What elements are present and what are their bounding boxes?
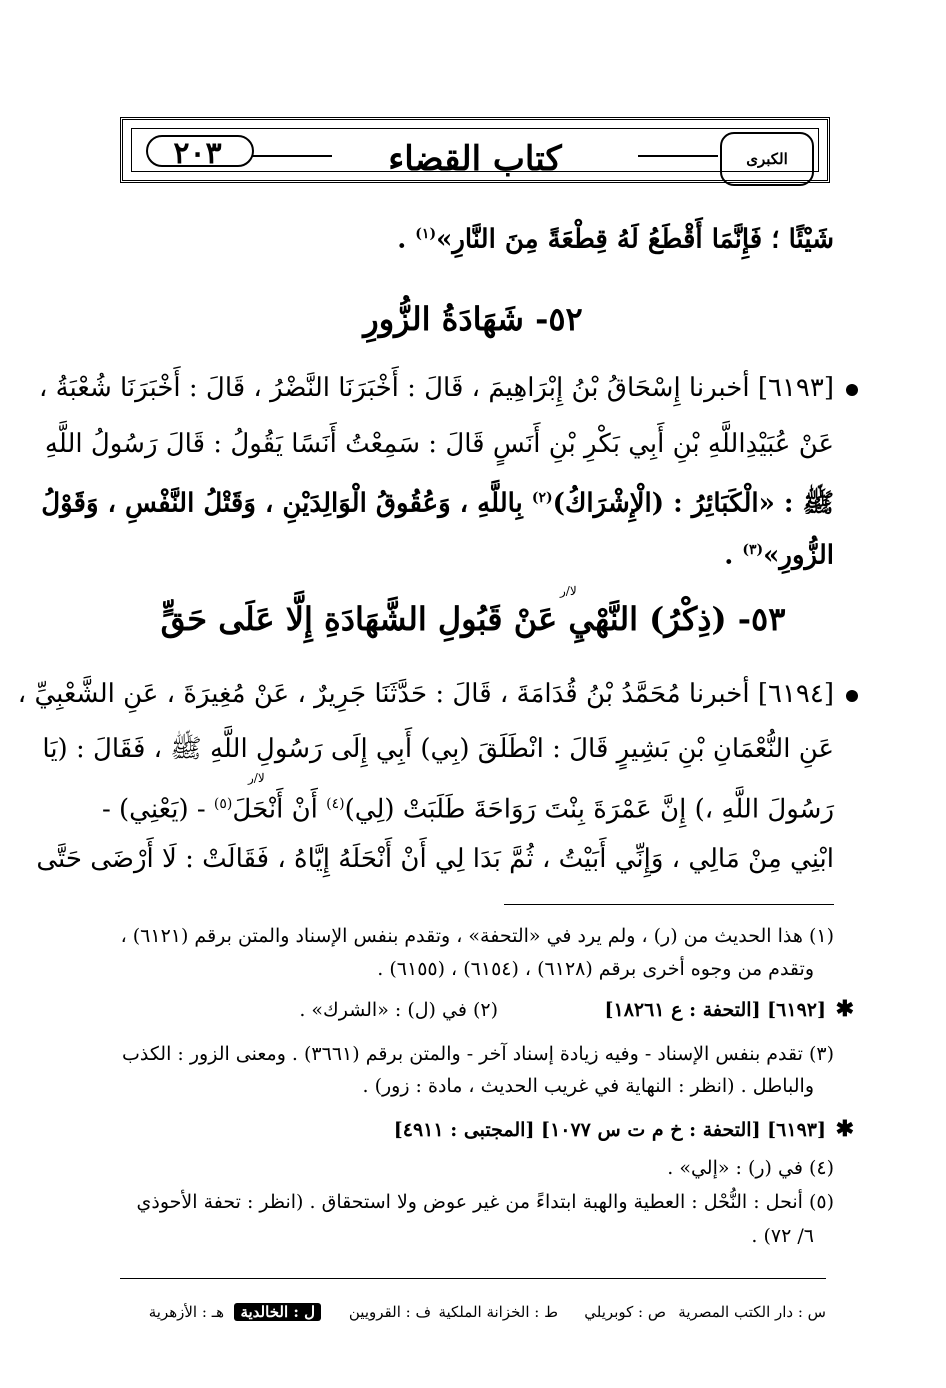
text-span: . xyxy=(397,224,416,255)
text-span: شَيْئًا ؛ فَإِنَّمَا أَقْطَعُ لَهُ قِطْعَةً مِنَ النَّارِ» xyxy=(436,224,834,255)
text-line: [٦١٩٤] أخبرنا مُحَمَّدُ بْنُ قُدَامَةَ ، قَالَ : حَدَّثَنَا جَرِيرٌ ، عَنْ مُغِيرَةَ ، عَنِ الشَّعْبِيِّ ، xyxy=(17,679,834,709)
footnote-ref: (٣) xyxy=(742,542,764,558)
text-line: عَنِ النُّعْمَانِ بْنِ بَشِيرٍ قَالَ : انْطَلَقَ (بِي) أَبِي إِلَى رَسُولِ اللَّهِ ﷺ ، فَقَالَ : (يَا xyxy=(42,734,834,764)
footnote: وتقدم من وجوه أخرى برقم (٦١٢٨) ، (٦١٥٤) ، (٦١٥٥) . xyxy=(377,958,814,980)
text-line: عَنْ عُبَيْدِاللَّهِ بْنِ أَبِي بَكْرِ بْنِ أَنَسٍ قَالَ : سَمِعْتُ أَنَسًا يَقُولُ : قَالَ رَسُولُ اللَّهِ xyxy=(44,429,834,459)
citation-line: [٦١٩٣] [التحفة : خ م ت س ١٠٧٧] [المجتبى : ٤٩١١] xyxy=(393,1119,826,1141)
header-frame xyxy=(131,128,819,179)
legend-separator xyxy=(120,1278,826,1279)
manuscript-mark: لا/ر xyxy=(248,771,265,785)
text-span: الزُّورِ» xyxy=(763,540,834,571)
star-icon: ✱ xyxy=(835,996,854,1022)
star-icon: ✱ xyxy=(835,1116,854,1142)
text-line xyxy=(112,214,834,260)
footnote: والباطل . (انظر : النهاية في غريب الحديث ، مادة : زور) . xyxy=(362,1075,814,1097)
footnote: (٢) في (ل) : «الشرك» . xyxy=(299,999,498,1021)
text-span: بِاللَّهِ ، وَعُقُوقُ الْوَالِدَيْنِ ، وَقَتْلُ النَّفْسِ ، وَقَوْلُ xyxy=(41,488,532,519)
footnote-ref: (٤) xyxy=(326,796,345,812)
legend-item: ف : القرويين xyxy=(348,1303,431,1321)
bullet-icon xyxy=(846,384,858,396)
text-span: رَسُولَ اللَّهِ ،) إِنَّ عَمْرَةَ بِنْتَ رَوَاحَةَ طَلَبَتْ (لِي) xyxy=(344,794,834,825)
section-heading: ٥٣- (ذِكْرُ) النَّهْيِ عَنْ قَبُولِ الشَّهَادَةِ إِلَّا عَلَى حَقٍّ xyxy=(160,600,786,638)
footnote: (٥) أنحل : النُّحْل : العطية والهبة ابتداءً من غير عوض ولا استحقاق . (انظر : تحفة الأحوذي xyxy=(136,1191,834,1213)
manuscript-mark: لا/ر xyxy=(560,584,577,598)
footnote-ref: (١) xyxy=(415,226,437,242)
manuscript-legend xyxy=(120,1303,826,1329)
text-span: أَنْ أَنْحَلَ xyxy=(232,794,327,825)
text-line: [٦١٩٣] أخبرنا إِسْحَاقُ بْنُ إِبْرَاهِيمَ ، قَالَ : أَخْبَرَنَا النَّضْرُ ، قَالَ : أَخْبَرَنَا شُعْبَةُ ، xyxy=(38,373,834,403)
footnote-separator xyxy=(504,904,834,905)
legend-item-highlighted: ل : الخالدية xyxy=(234,1303,321,1321)
text-line xyxy=(101,784,834,830)
footnote-ref: (٢) xyxy=(531,490,553,506)
page-header xyxy=(120,117,830,183)
legend-item: ص : كوبريلي xyxy=(584,1303,666,1321)
citation-line: [٦١٩٢] [التحفة : ع ١٨٢٦١] xyxy=(604,999,826,1021)
legend-item: هـ : الأزهرية xyxy=(148,1303,224,1321)
footnote-ref: (٥) xyxy=(213,796,233,812)
section-heading: ٥٢- شَهَادَةُ الزُّورِ xyxy=(363,300,583,338)
legend-item: ط : الخزانة الملكية xyxy=(438,1303,558,1321)
text-line xyxy=(112,530,834,576)
chapter-title: كتاب القضاء xyxy=(388,139,562,179)
text-line xyxy=(41,478,834,524)
text-span: - (يَعْنِي) - xyxy=(101,794,214,825)
footnote: (١) هذا الحديث من (ر) ، ولم يرد في «التحفة» ، وتقدم بنفس الإسناد والمتن برقم (٦١٢١) ، xyxy=(120,925,834,947)
text-span: ﷺ : «الْكَبَائِرُ : (الْإِشْرَاكُ) xyxy=(552,488,834,519)
footnote: (٤) في (ر) : «إلي» . xyxy=(667,1157,834,1179)
page-number: ٢٠٣ xyxy=(173,136,222,171)
text-span: . xyxy=(724,540,743,571)
emblem-icon: الكبرى xyxy=(720,132,814,186)
legend-item: س : دار الكتب المصرية xyxy=(678,1303,826,1321)
bullet-icon xyxy=(846,690,858,702)
footnote: (٣) تقدم بنفس الإسناد - وفيه زيادة إسناد آخر - والمتن برقم (٣٦٦١) . ومعنى الزور : الكذب xyxy=(121,1043,834,1065)
footnote: ٦/ ٧٢) . xyxy=(751,1225,814,1247)
text-line: ابْنِي مِنْ مَالِي ، وَإِنِّي أَبَيْتُ ، ثُمَّ بَدَا لِي أَنْ أَنْحَلَهُ إِيَّاهُ ، فَقَالَتْ : لَا أَرْضَى حَتَّى xyxy=(36,844,834,874)
